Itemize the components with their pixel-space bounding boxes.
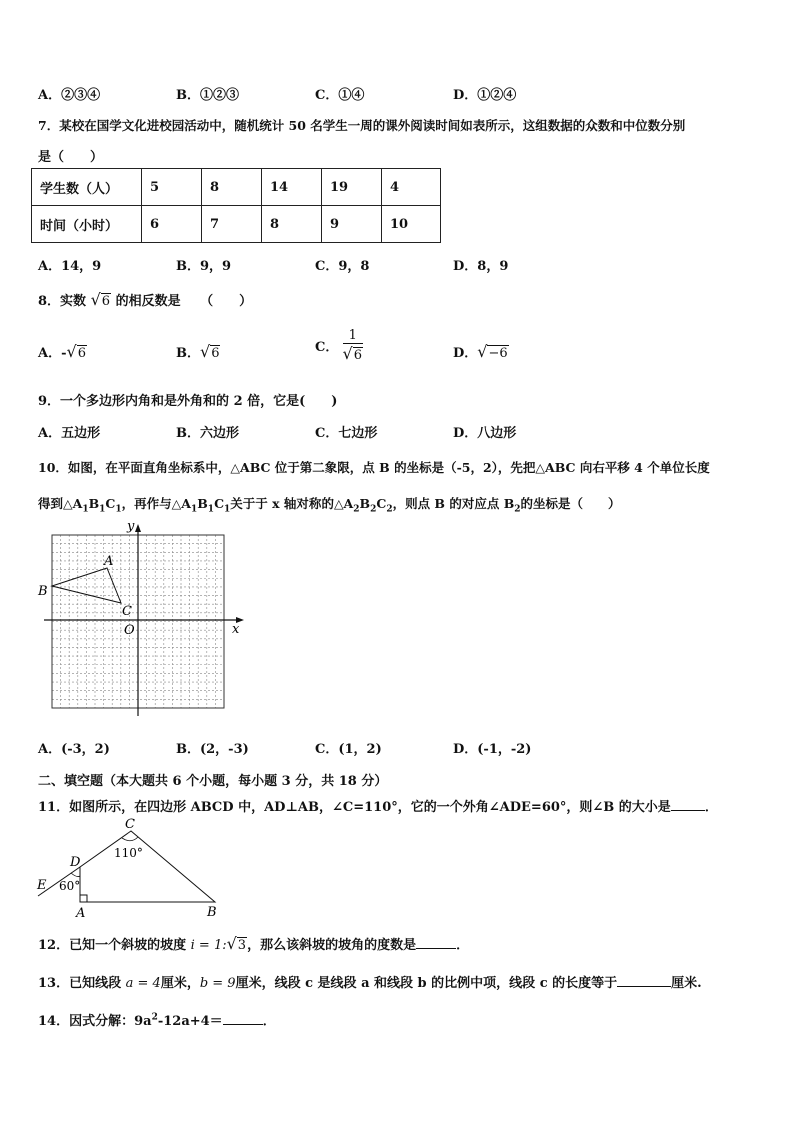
table-cell: 时间（小时） bbox=[32, 206, 142, 243]
answer-blank bbox=[223, 1010, 263, 1025]
q7-stem-line2: 是（ ） bbox=[38, 150, 104, 165]
radicand: −6 bbox=[488, 346, 508, 361]
angle-c-value: 110° bbox=[114, 846, 143, 860]
q13-stem bbox=[38, 972, 702, 991]
subscript: 1 bbox=[99, 504, 106, 515]
q10-option-c: C．(1，2) bbox=[315, 742, 382, 757]
denominator: √6 bbox=[342, 344, 362, 363]
q12-stem-b: ，那么该斜坡的坡角的度数是 bbox=[247, 938, 417, 953]
table-cell: 10 bbox=[382, 206, 441, 243]
q8-option-b-prefix: B． bbox=[176, 346, 200, 361]
q8-option-a-prefix: A．- bbox=[38, 346, 67, 361]
answer-blank bbox=[416, 934, 456, 949]
table-cell: 5 bbox=[142, 169, 202, 206]
q8-stem-b: 的相反数是 （ ） bbox=[115, 294, 253, 309]
q7-option-c: C．9，8 bbox=[315, 259, 370, 274]
subscript: 1 bbox=[207, 504, 215, 515]
q10-option-b: B．(2，-3) bbox=[176, 742, 249, 757]
q10-stem-line2 bbox=[38, 494, 621, 515]
q6-option-a: A．②③④ bbox=[38, 88, 101, 103]
q7-option-a: A．14，9 bbox=[38, 259, 102, 274]
sqrt-expression: √6 bbox=[90, 290, 111, 309]
radicand: 3 bbox=[237, 938, 247, 953]
q8-stem bbox=[38, 290, 252, 309]
fraction bbox=[343, 328, 363, 363]
q7-stem-line1: 7．某校在国学文化进校园活动中，随机统计 50 名学生一周的课外阅读时间如表所示，这组数据的众数和中位数分别 bbox=[38, 118, 686, 133]
text-segment: C bbox=[376, 496, 387, 511]
q9-option-b: B．六边形 bbox=[176, 426, 239, 441]
q9-option-a: A．五边形 bbox=[38, 426, 101, 441]
section-2-title: 二、填空题（本大题共 6 个小题，每小题 3 分，共 18 分） bbox=[38, 774, 388, 789]
triangle-abc bbox=[52, 568, 121, 603]
angle-e-arc bbox=[71, 873, 80, 877]
subscript: 1 bbox=[82, 504, 89, 515]
q8-option-a: A．-√6 bbox=[38, 342, 86, 361]
y-axis-label: y bbox=[127, 519, 135, 534]
quadrilateral-abcd bbox=[80, 831, 215, 902]
q9-option-c: C．七边形 bbox=[315, 426, 378, 441]
angle-e-value: 60° bbox=[59, 879, 81, 893]
angle-c-arc bbox=[122, 837, 138, 841]
q6-option-d: D．①②④ bbox=[453, 88, 517, 103]
point-b-label: B bbox=[38, 584, 48, 599]
text-segment: ，再作与△A bbox=[121, 496, 191, 511]
q12-stem-a: 12．已知一个斜坡的坡度 bbox=[38, 938, 187, 953]
answer-blank bbox=[671, 796, 705, 811]
table-row bbox=[32, 206, 441, 243]
text-segment: B bbox=[197, 496, 208, 511]
q10-stem-line1: 10．如图，在平面直角坐标系中，△ABC 位于第二象限，点 B 的坐标是（-5，2），先把△ABC 向右平移 4 个单位长度 bbox=[38, 460, 710, 475]
subscript: 1 bbox=[224, 504, 231, 515]
superscript: 2 bbox=[151, 1012, 158, 1023]
q8-option-b: B．√6 bbox=[176, 342, 220, 361]
b-expression: b = 9 bbox=[199, 976, 236, 991]
q14-stem-end: ． bbox=[262, 1014, 276, 1029]
q8-stem-a: 8．实数 bbox=[38, 294, 87, 309]
q10-coordinate-figure bbox=[36, 518, 256, 718]
table-cell: 9 bbox=[322, 206, 382, 243]
subscript: 1 bbox=[190, 504, 198, 515]
q11-stem bbox=[38, 796, 718, 815]
q8-option-d: D．√−6 bbox=[453, 342, 508, 361]
text-segment: ，则点 B 的对应点 B bbox=[392, 496, 515, 511]
point-c-label: C bbox=[125, 817, 135, 832]
origin-label: O bbox=[124, 623, 135, 638]
q8-option-c-prefix: C． bbox=[315, 340, 339, 355]
point-b-label: B bbox=[207, 905, 217, 920]
text-segment: C bbox=[105, 496, 116, 511]
q13-stem-c: 厘米，线段 c 是线段 a 和线段 b 的比例中项，线段 c 的长度等于 bbox=[235, 976, 618, 991]
point-a-label: A bbox=[104, 554, 114, 569]
subscript: 2 bbox=[370, 504, 377, 515]
a-expression: a = 4 bbox=[125, 976, 161, 991]
q11-quadrilateral-figure bbox=[34, 816, 234, 921]
radicand: 6 bbox=[77, 346, 86, 361]
q13-stem-b: 厘米， bbox=[160, 976, 200, 991]
radicand: 6 bbox=[353, 348, 362, 363]
q9-option-d: D．八边形 bbox=[453, 426, 517, 441]
table-cell: 6 bbox=[142, 206, 202, 243]
q8-option-c bbox=[315, 328, 363, 363]
table-cell: 8 bbox=[262, 206, 322, 243]
q13-stem-a: 13．已知线段 bbox=[38, 976, 122, 991]
subscript: 1 bbox=[115, 504, 122, 515]
q10-option-d: D．(-1，-2) bbox=[453, 742, 532, 757]
q10-option-a: A．(-3，2) bbox=[38, 742, 110, 757]
table-cell: 8 bbox=[202, 169, 262, 206]
q9-stem: 9．一个多边形内角和是外角和的 2 倍，它是( ) bbox=[38, 394, 338, 409]
slope-formula: i = 1: bbox=[190, 938, 227, 953]
answer-blank bbox=[617, 972, 671, 987]
q8-option-d-prefix: D． bbox=[453, 346, 478, 361]
point-e-label: E bbox=[37, 878, 47, 893]
q7-table bbox=[31, 168, 441, 243]
q12-stem bbox=[38, 934, 469, 953]
radicand: 6 bbox=[211, 346, 220, 361]
radicand: 6 bbox=[101, 294, 111, 309]
table-cell: 14 bbox=[262, 169, 322, 206]
point-c-label: C bbox=[122, 604, 132, 619]
text-segment: B bbox=[359, 496, 371, 511]
q11-stem-text: 11．如图所示，在四边形 ABCD 中，AD⊥AB，∠C=110°，它的一个外角∠ADE=60°，则∠B 的大小是 bbox=[38, 800, 671, 815]
point-d-label: D bbox=[70, 855, 81, 870]
table-cell: 4 bbox=[382, 169, 441, 206]
sqrt-expression: √3 bbox=[226, 934, 247, 953]
text-segment: B bbox=[88, 496, 100, 511]
table-cell: 19 bbox=[322, 169, 382, 206]
text-segment: 关于于 x 轴对称的△A bbox=[230, 496, 354, 511]
x-axis-label: x bbox=[232, 622, 240, 637]
table-cell: 7 bbox=[202, 206, 262, 243]
text-segment: C bbox=[214, 496, 225, 511]
text-segment: 得到△A bbox=[38, 496, 83, 511]
q14-stem bbox=[38, 1010, 276, 1029]
y-axis-arrow bbox=[135, 524, 141, 532]
q7-option-b: B．9，9 bbox=[176, 259, 232, 274]
right-angle-mark bbox=[80, 895, 87, 902]
q14-stem-a: 14．因式分解：9a bbox=[38, 1014, 152, 1029]
numerator: 1 bbox=[343, 328, 363, 344]
table-cell: 学生数（人） bbox=[32, 169, 142, 206]
point-a-label: A bbox=[76, 906, 86, 921]
q11-stem-end: ． bbox=[704, 800, 718, 815]
q13-stem-end: 厘米. bbox=[671, 976, 702, 991]
q14-stem-b: -12a+4＝ bbox=[157, 1014, 223, 1029]
q6-option-c: C．①④ bbox=[315, 88, 365, 103]
subscript: 2 bbox=[386, 504, 393, 515]
q6-option-b: B．①②③ bbox=[176, 88, 239, 103]
text-segment: 的坐标是（ ） bbox=[520, 496, 621, 511]
q12-stem-end: ． bbox=[456, 938, 470, 953]
table-row bbox=[32, 169, 441, 206]
subscript: 2 bbox=[353, 504, 360, 515]
subscript: 2 bbox=[514, 504, 521, 515]
q7-option-d: D．8，9 bbox=[453, 259, 509, 274]
